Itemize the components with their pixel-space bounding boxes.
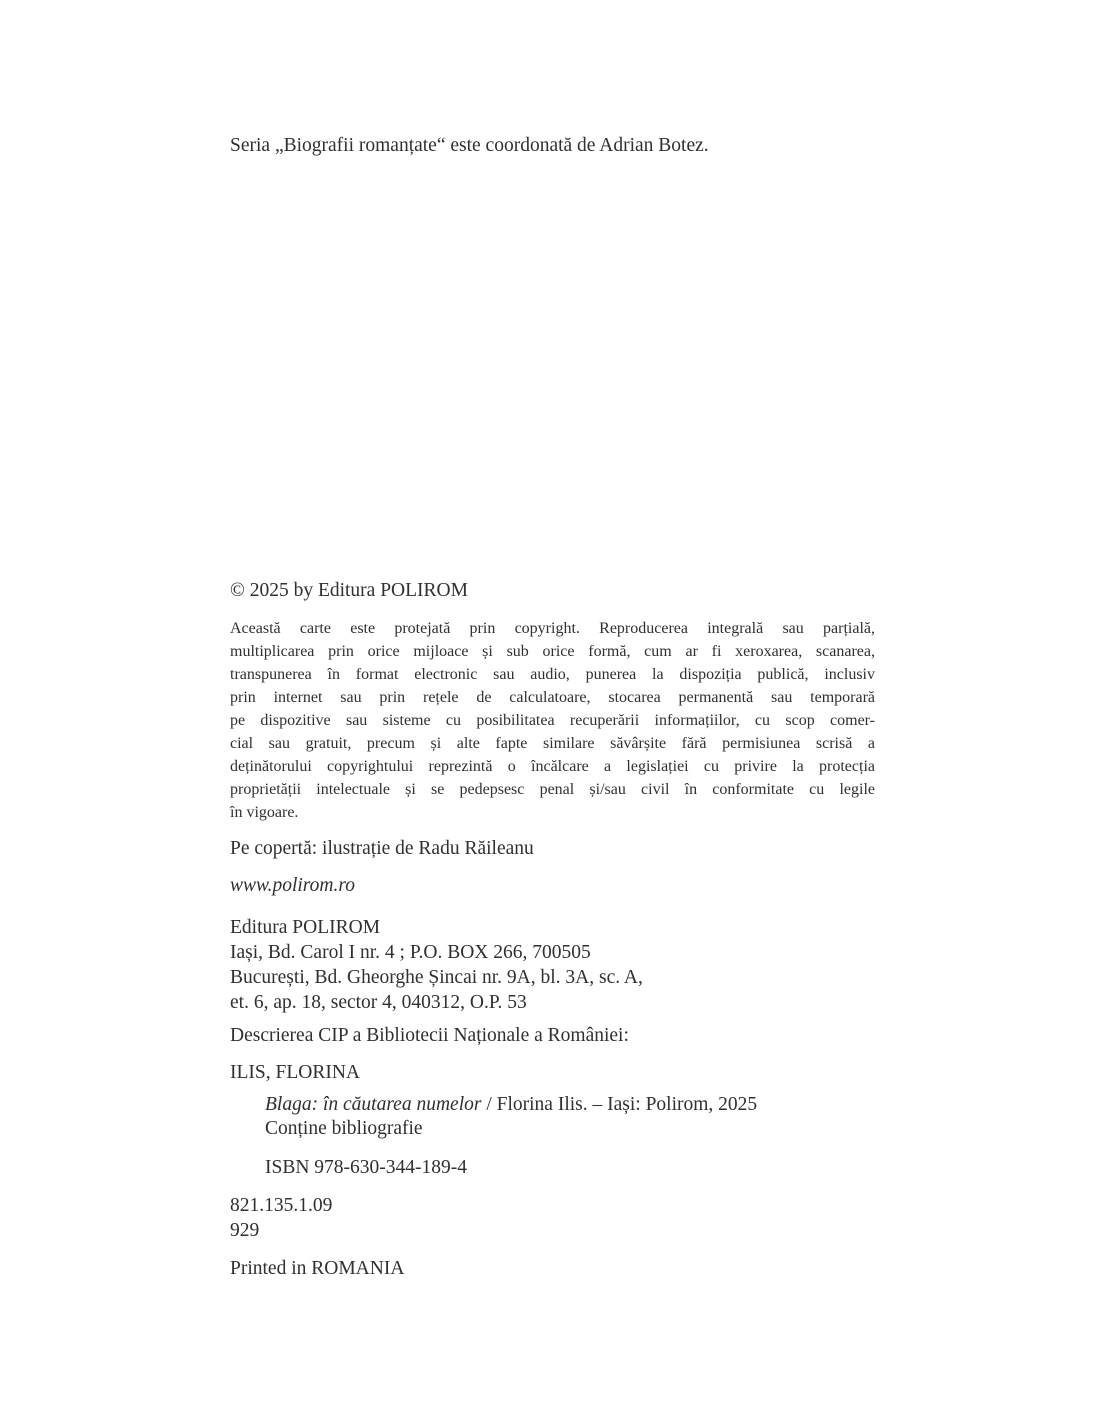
cip-title-line [265,1093,875,1117]
publisher-address-line: Iași, Bd. Carol I nr. 4 ; P.O. BOX 266, 700505 [230,942,591,963]
cip-title-rest: / Florina Ilis. – Iași: Polirom, 2025 [481,1094,758,1115]
printed-in-note: Printed in ROMANIA [230,1258,405,1279]
website-url: www.polirom.ro [230,875,355,896]
legal-paragraph-line: transpunerea în format electronic sau audio, punerea la dispoziția publică, inclusiv [230,666,875,683]
isbn: ISBN 978-630-344-189-4 [265,1157,468,1178]
legal-paragraph-line: deținătorului copyrightului reprezintă o încălcare a legislației cu privire la protecția [230,758,875,775]
book-title: Blaga: în căutarea numelor [265,1094,482,1115]
udc-number: 821.135.1.09 [230,1195,333,1216]
legal-paragraph-line: pe dispozitive sau sisteme cu posibilitatea recuperării informațiilor, cu scop comer- [230,712,875,729]
cip-bibliography-note: Conține bibliografie [265,1118,423,1139]
copyright-notice: © 2025 by Editura POLIROM [230,580,468,601]
udc-classification-numbers [230,1193,875,1243]
cip-entry [265,1093,875,1141]
udc-number: 929 [230,1220,260,1241]
cover-credit: Pe copertă: ilustrație de Radu Răileanu [230,838,534,859]
legal-paragraph-line: cial sau gratuit, precum și alte fapte similare săvârșite fără permisiunea scrisă a [230,735,875,752]
series-note: Seria „Biografii romanțate“ este coordonată de Adrian Botez. [230,135,709,156]
legal-paragraph-line: multiplicarea prin orice mijloace și sub orice formă, cum ar fi xeroxarea, scanarea, [230,643,875,660]
publisher-address [230,940,875,1015]
text-column [230,0,875,1281]
legal-paragraph [230,617,875,824]
cip-heading: Descrierea CIP a Bibliotecii Naționale a României: [230,1025,629,1046]
legal-paragraph-line: prin internet sau prin rețele de calculatoare, stocarea permanentă sau temporară [230,689,875,706]
legal-paragraph-line: proprietății intelectuale și se pedepsesc penal și/sau civil în conformitate cu legile [230,781,875,798]
legal-paragraph-line: Această carte este protejată prin copyright. Reproducerea integrală sau parțială, [230,620,875,637]
publisher-name: Editura POLIROM [230,917,381,938]
publisher-address-line: et. 6, ap. 18, sector 4, 040312, O.P. 53 [230,992,527,1013]
legal-paragraph-line: în vigoare. [230,804,299,821]
publisher-address-line: București, Bd. Gheorghe Șincai nr. 9A, bl. 3A, sc. A, [230,967,643,988]
cip-author: ILIS, FLORINA [230,1062,360,1083]
publisher-block [230,915,875,1015]
